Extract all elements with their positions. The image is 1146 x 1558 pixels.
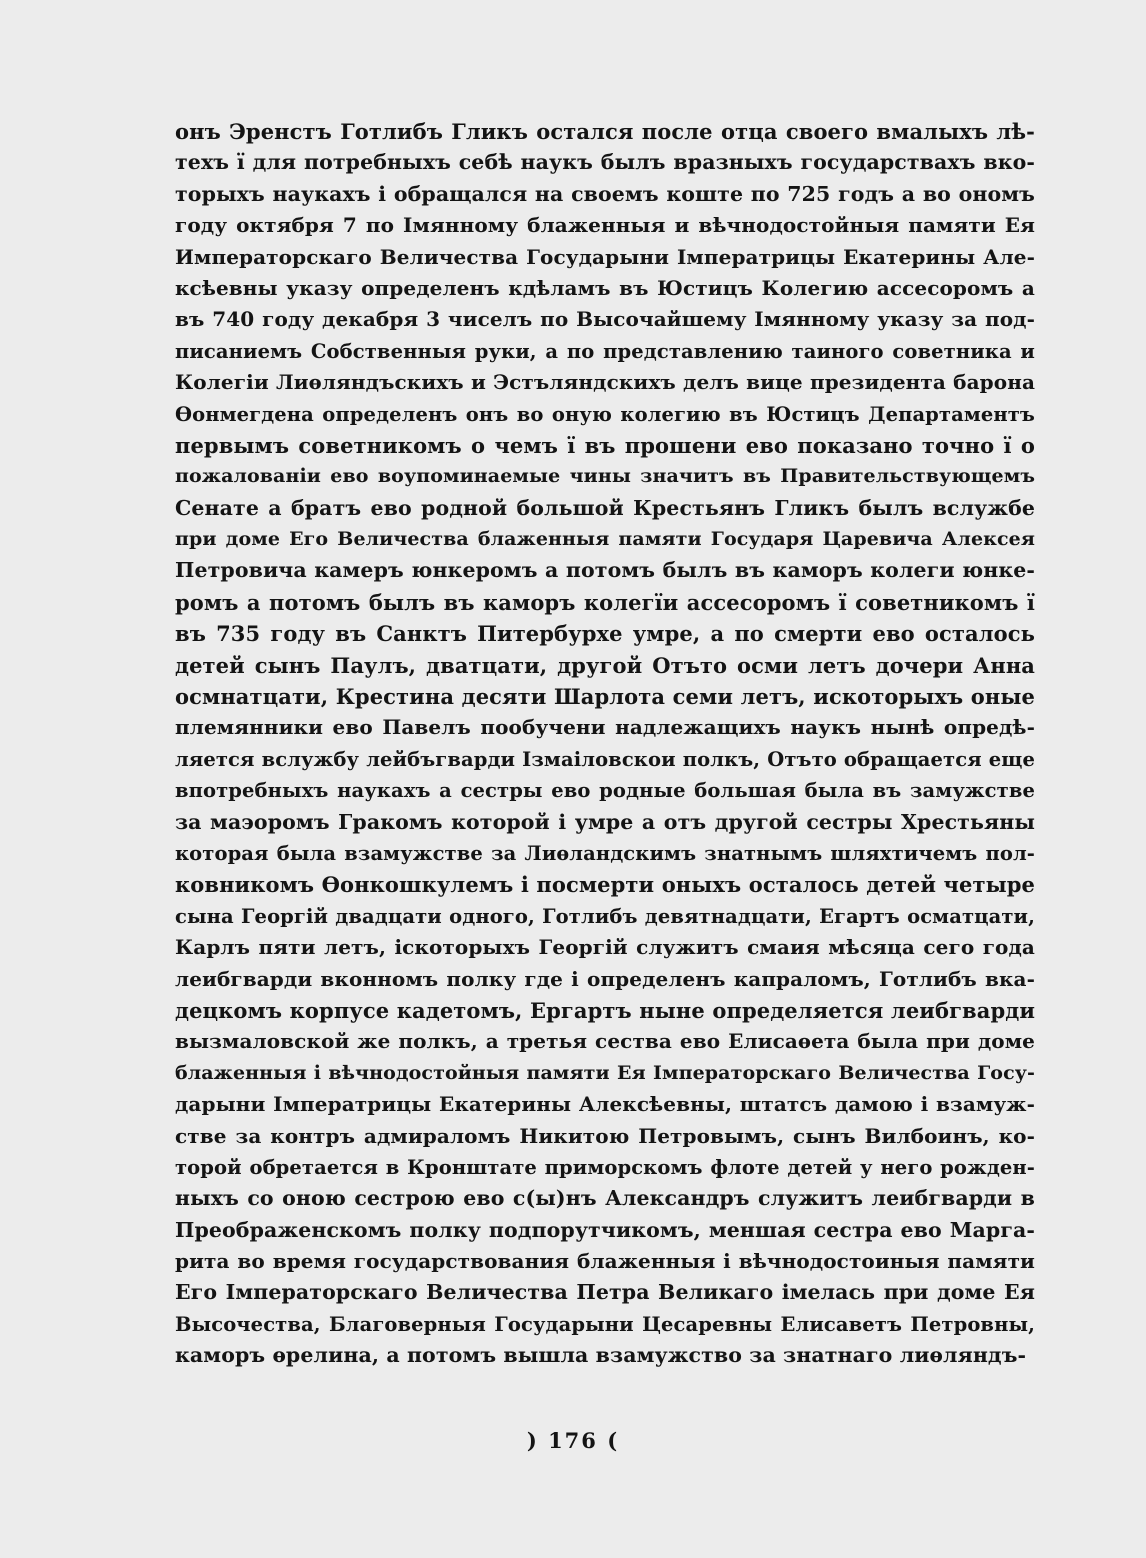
text-line: рита во время государствования блаженныя і вѣчнодостоиныя памяти [175, 1249, 1035, 1274]
text-line: въ 740 году декабря 3 чиселъ по Высочайшему Імянному указу за под- [175, 307, 1035, 332]
text-line: племянники ево Павелъ пообучени надлежащихъ наукъ нынѣ опредѣ- [175, 715, 1035, 740]
text-line: леибгварди вконномъ полку где і определенъ капраломъ, Готлибъ вка- [175, 966, 1035, 991]
text-line: сына Георгiй двадцати одного, Готлибъ девятнадцати, Егартъ осматцати, [175, 904, 1035, 928]
text-line: каморъ ѳрелина, а потомъ вышла взамужство за знатнаго лиѳляндъ- [175, 1343, 1027, 1368]
text-line: стве за контръ адмираломъ Никитою Петровымъ, сынъ Вилбоинъ, ко- [175, 1123, 1035, 1148]
text-line: первымъ советникомъ о чемъ ї въ прошени ево показано точно ї о [175, 432, 1035, 458]
text-line: вызмаловской же полкъ, а третья сества ево Елисаѳета была при доме [175, 1029, 1035, 1054]
text-line: году октября 7 по Імянному блаженныя и вѣчнодостойныя памяти Ея [175, 213, 1035, 238]
text-line: блаженныя і вѣчнодостойныя памяти Ея Імператорскаго Величества Госу- [175, 1061, 1035, 1084]
text-line: ромъ а потомъ былъ въ каморъ колегїи ассесоромъ ї советникомъ ї [175, 589, 1035, 615]
text-line: впотребныхъ наукахъ а сестры ево родные большая была въ замужстве [175, 779, 1035, 803]
text-line: осмнатцати, Крестина десяти Шарлота семи летъ, искоторыхъ оные [175, 684, 1035, 710]
text-line: техъ ї для потребныхъ себѣ наукъ былъ вразныхъ государствахъ вко- [175, 150, 1035, 175]
text-line: Колегiи Лиѳляндъскихъ и Эстъляндскихъ делъ вице президента барона [175, 370, 1035, 395]
text-line: Его Імператорскаго Величества Петра Великаго імелась при доме Ея [175, 1280, 1035, 1305]
text-line: дарыни Імператрицы Екатерины Алексѣевны, штатсъ дамою і взамуж- [175, 1092, 1035, 1117]
text-line: Карлъ пяти летъ, іскоторыхъ Георгiй служитъ смаия мѣсяца сего года [175, 935, 1035, 960]
text-line: торой обретается в Кронштате приморскомъ флоте детей у него рожден- [175, 1155, 1035, 1179]
text-line: Преображенскомъ полку подпорутчикомъ, меншая сестра ево Марга- [175, 1217, 1035, 1242]
text-line: писаниемъ Собственныя руки, а по представлению таиного советника и [175, 339, 1035, 363]
text-line: пожалованiи ево воупоминаемые чины значитъ въ Правительствующемъ [175, 465, 1035, 488]
text-line: торыхъ наукахъ і обращался на своемъ коште по 725 годъ а во ономъ [175, 181, 1035, 206]
text-line: Ѳонмегдена определенъ онъ во оную колегию въ Юстицъ Департаментъ [175, 402, 1035, 426]
page-number: ) 176 ( [526, 1428, 620, 1453]
text-line: Высочества, Благоверныя Государыни Цесаревны Елисаветъ Петровны, [175, 1312, 1035, 1336]
text-line: ляется вслужбу лейбъгварди Ізмаiловскои полкъ, Отъто обращается еще [175, 747, 1035, 771]
text-line: при доме Его Величества блаженныя памяти Государя Царевича Алексея [175, 528, 1035, 551]
text-line: которая была взамужстве за Лиѳландскимъ знатнымъ шляхтичемъ пол- [175, 841, 1035, 865]
text-line: ныхъ со оною сестрою ево с(ы)нъ Александръ служитъ леибгварди в [175, 1186, 1035, 1211]
text-line: децкомъ корпусе кадетомъ, Ергартъ ныне определяется леибгварди [175, 997, 1035, 1023]
text-line: детей сынъ Паулъ, дватцати, другой Отъто осми летъ дочери Анна [175, 652, 1035, 678]
body-text [175, 116, 1035, 1372]
text-line: за маэоромъ Гракомъ которой і умре а отъ другой сестры Хрестьяны [175, 809, 1035, 834]
text-line: Сенате а братъ ево родной большой Крестьянъ Гликъ былъ вслужбе [175, 495, 1035, 520]
text-line: ковникомъ Ѳонкошкулемъ і посмерти оныхъ осталось детей четыре [175, 872, 1035, 898]
text-line: Императорскаго Величества Государыни Імператрицы Екатерины Але- [175, 244, 1035, 269]
text-line: Петровича камеръ юнкеромъ а потомъ былъ въ каморъ колеги юнке- [175, 558, 1035, 583]
text-line: онъ Эренстъ Готлибъ Гликъ остался после отца своего вмалыхъ лѣ- [175, 119, 1035, 144]
text-line: въ 735 году въ Санктъ Питербурхе умре, а по смерти ево осталось [175, 621, 1035, 647]
text-line: ксѣевны указу определенъ кдѣламъ въ Юстицъ Колегию ассесоромъ а [175, 275, 1035, 300]
